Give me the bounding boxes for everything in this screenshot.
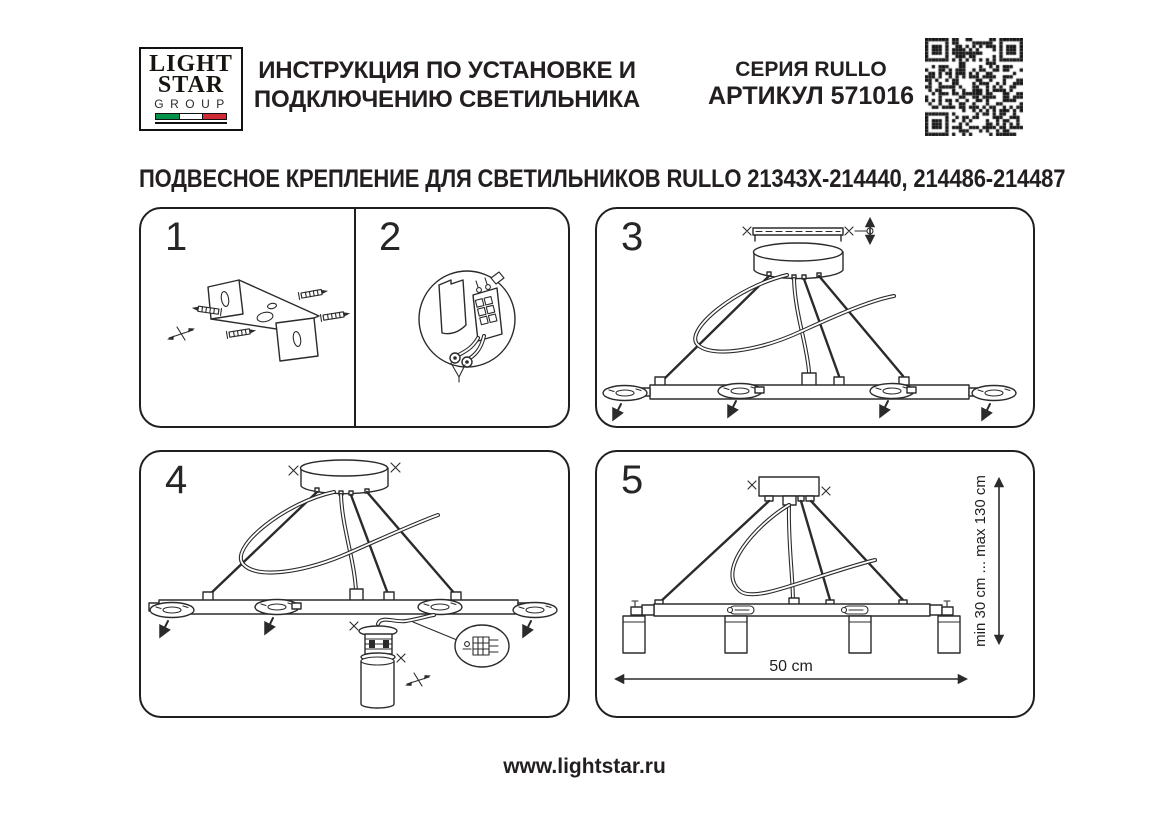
article-label: АРТИКУЛ 571016 (707, 82, 915, 110)
height-dimension (972, 475, 999, 647)
width-label: 50 cm (769, 658, 813, 675)
screwdriver-icon (167, 327, 195, 340)
cable-clamp (728, 606, 755, 614)
tighten-arrows (614, 401, 990, 418)
step-1-number: 1 (165, 215, 188, 259)
cable-clamp (842, 606, 869, 614)
product-info (700, 58, 922, 110)
website-url: www.lightstar.ru (503, 755, 666, 778)
flag-underline (155, 122, 227, 124)
lamp-bar (149, 589, 528, 614)
canopy (748, 477, 830, 505)
step-3-diagram (597, 209, 1033, 426)
panel-steps-1-2 (139, 207, 570, 428)
screwdriver-icon (405, 673, 431, 686)
panel-step-5 (595, 450, 1035, 718)
qr-code (925, 38, 1023, 136)
step-1-diagram (141, 209, 354, 426)
wiring-detail-circle (419, 271, 515, 382)
footer (0, 755, 1169, 779)
subtitle: ПОДВЕСНОЕ КРЕПЛЕНИЕ ДЛЯ СВЕТИЛЬНИКОВ RULLO 21343X-214440, 214486-214487 (139, 165, 1066, 193)
ceiling-mount (743, 220, 873, 242)
terminal-block (473, 288, 502, 341)
width-dimension (617, 658, 965, 679)
bracket-plate (439, 280, 466, 334)
logo-group: GROUP (154, 97, 231, 112)
title-line-2: ПОДКЛЮЧЕНИЮ СВЕТИЛЬНИКА (253, 86, 641, 113)
cylinder-shades (623, 616, 960, 653)
step-5-diagram (597, 452, 1033, 716)
power-cord (241, 492, 438, 573)
lamp-socket-assembly (350, 615, 434, 708)
step-2-diagram (355, 209, 568, 426)
step-3-number: 3 (621, 215, 644, 259)
height-label: min 30 cm ... max 130 cm (972, 475, 989, 647)
step-4-number: 4 (165, 458, 188, 502)
page-title (247, 56, 647, 114)
series-label: СЕРИЯ RULLO (735, 58, 887, 81)
power-cord (732, 505, 875, 594)
connector-detail (413, 622, 509, 667)
canopy (754, 243, 844, 279)
canopy (289, 460, 400, 495)
step-5-number: 5 (621, 458, 644, 502)
cylinder-shade (361, 661, 394, 708)
logo-light: LIGHT (149, 50, 233, 77)
step-4-diagram (141, 452, 568, 716)
logo-star: STAR (157, 71, 225, 98)
panel-step-3 (595, 207, 1035, 428)
lamp-bar (631, 598, 953, 616)
title-line-1: ИНСТРУКЦИЯ ПО УСТАНОВКЕ И (258, 57, 636, 84)
wires (450, 336, 484, 382)
italian-flag (155, 113, 227, 120)
panel-step-4 (139, 450, 570, 718)
step-2-number: 2 (379, 215, 402, 259)
mounting-bracket (208, 280, 319, 361)
lightstar-logo (139, 47, 243, 131)
lamp-bar (638, 373, 981, 399)
